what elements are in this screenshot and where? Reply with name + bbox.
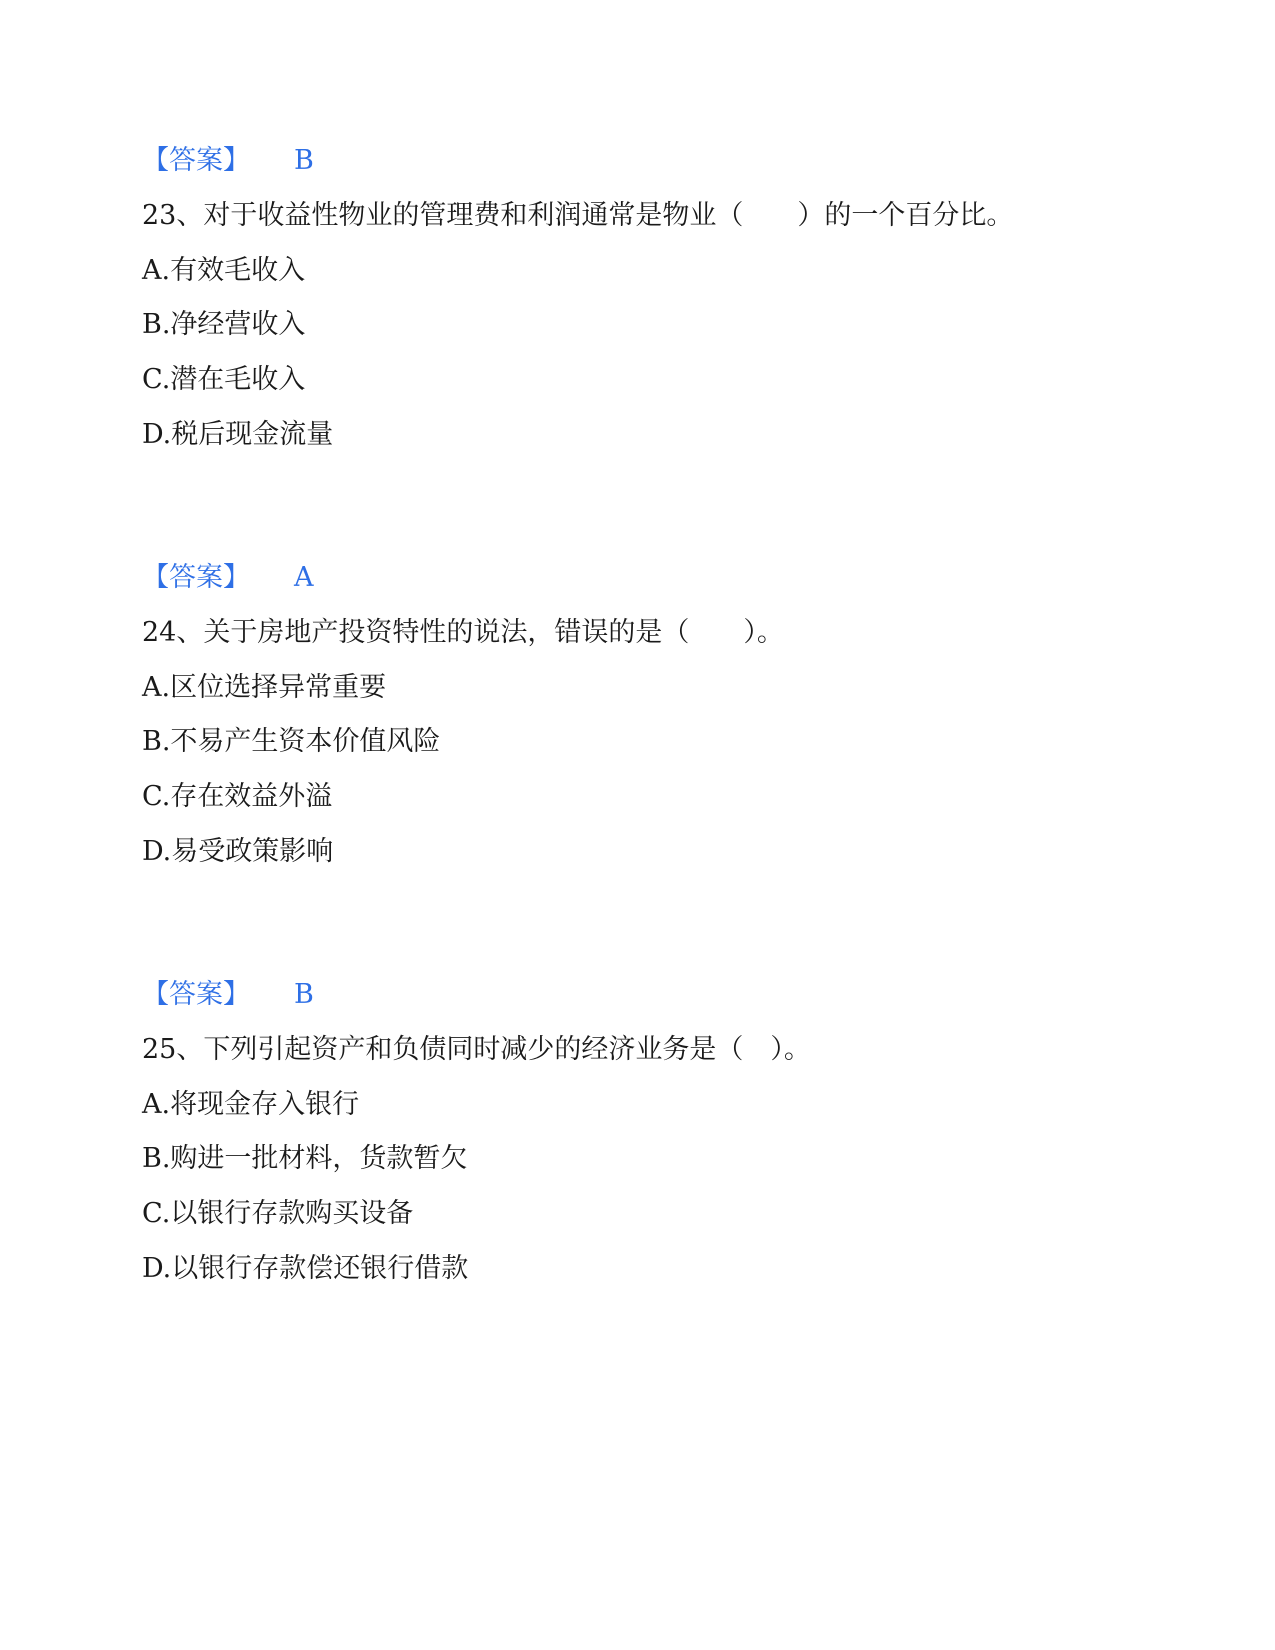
option-b: B.购进一批材料，货款暂欠 [142,1143,468,1174]
option-a: A.有效毛收入 [142,255,306,286]
answer-label: 【答案】 [142,979,250,1010]
option-b: B.不易产生资本价值风险 [142,726,441,757]
question-stem: 24、关于房地产投资特性的说法，错误的是（ ）。 [142,617,784,648]
option-c: C.以银行存款购买设备 [142,1198,414,1229]
question-stem: 23、对于收益性物业的管理费和利润通常是物业（ ）的一个百分比。 [142,200,1014,231]
answer-value: A [294,562,314,593]
option-d: D.税后现金流量 [142,419,334,450]
option-c: C.存在效益外溢 [142,781,333,812]
answer-label: 【答案】 [142,562,250,593]
option-a: A.将现金存入银行 [142,1089,360,1120]
answer-line [142,561,542,595]
option-d: D.以银行存款偿还银行借款 [142,1253,469,1284]
answer-value: B [294,979,314,1010]
option-c: C.潜在毛收入 [142,364,306,395]
option-d: D.易受政策影响 [142,836,334,867]
answer-value: B [294,145,314,176]
option-b: B.净经营收入 [142,309,306,340]
answer-line [142,978,542,1012]
answer-label: 【答案】 [142,145,250,176]
question-stem: 25、下列引起资产和负债同时减少的经济业务是（ ）。 [142,1034,811,1065]
option-a: A.区位选择异常重要 [142,672,387,703]
answer-line [142,144,542,178]
